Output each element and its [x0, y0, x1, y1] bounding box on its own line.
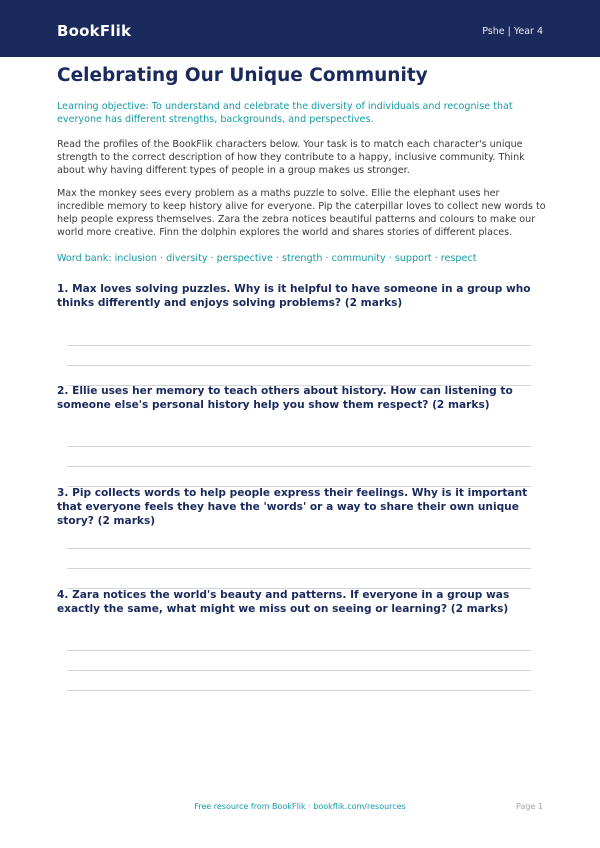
answer-line[interactable]	[67, 446, 531, 447]
answer-line[interactable]	[67, 670, 531, 671]
question-3: 3. Pip collects words to help people express their feelings. Why is it important that everyone feels they have the 'words' or a way to share their own unique story? (2 marks)	[57, 487, 528, 527]
brand-logo: BookFlik	[57, 22, 132, 40]
page-number: Page 1	[516, 802, 543, 811]
question-4: 4. Zara notices the world's beauty and patterns. If everyone in a group was exactly the same, what might we miss out on seeing or learning? (2 marks)	[57, 589, 510, 615]
page-header	[0, 0, 600, 57]
answer-line[interactable]	[67, 650, 531, 651]
instructions-paragraph: Read the profiles of the BookFlik characters below. Your task is to match each character's unique strength to the correct description of how they contribute to a happy, inclusive community. Think about why having different types of people in a group makes us stronger.	[57, 139, 525, 176]
question-1: 1. Max loves solving puzzles. Why is it helpful to have someone in a group who thinks differently and enjoys solving problems? (2 marks)	[57, 283, 531, 309]
learning-objective: Learning objective: To understand and celebrate the diversity of individuals and recognise that everyone has different strengths, backgrounds, and perspectives.	[57, 101, 513, 125]
answer-line[interactable]	[67, 548, 531, 549]
subject-year-label: Pshe | Year 4	[482, 26, 543, 37]
footer-resource-link[interactable]: Free resource from BookFlik · bookflik.com/resources	[194, 802, 406, 811]
character-profiles-paragraph: Max the monkey sees every problem as a maths puzzle to solve. Ellie the elephant uses her incredible memory to keep history alive for everyone. Pip the caterpillar loves to collect new words to help people express themselves. Zara the zebra notices beautiful patterns and colours to make our world more creative. Finn the dolphin explores the world and shares stories of different places.	[57, 188, 546, 238]
answer-line[interactable]	[67, 345, 531, 346]
page-title: Celebrating Our Unique Community	[57, 65, 428, 86]
answer-line[interactable]	[67, 365, 531, 366]
answer-line[interactable]	[67, 690, 531, 691]
word-bank: Word bank: inclusion · diversity · perspective · strength · community · support · respect	[57, 253, 477, 264]
answer-line[interactable]	[67, 568, 531, 569]
question-2: 2. Ellie uses her memory to teach others about history. How can listening to someone else's personal history help you show them respect? (2 marks)	[57, 385, 513, 411]
answer-line[interactable]	[67, 466, 531, 467]
